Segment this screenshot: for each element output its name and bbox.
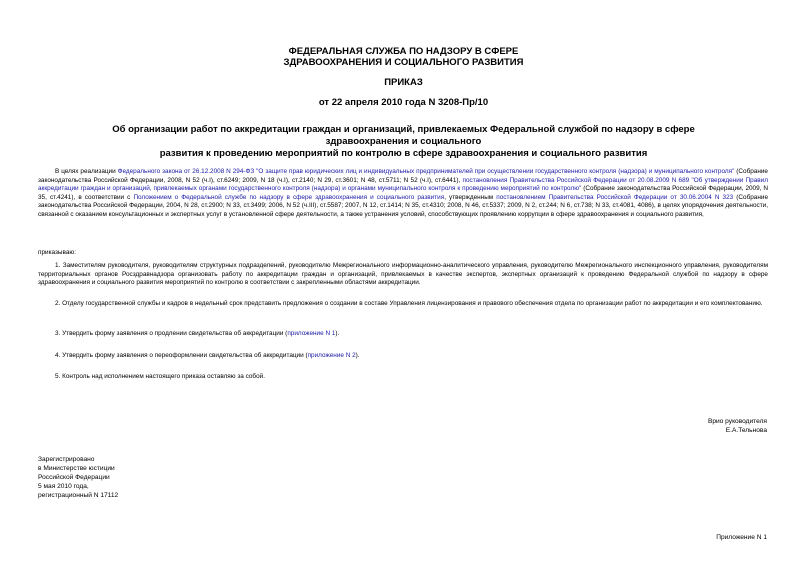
preamble-text-4: , утвержденным (444, 193, 497, 201)
item-1: 1. Заместителям руководителя, руководителям структурных подразделений, руководителю Межрегионального информационно-аналитического управления, руководителю Межрегионального инспекционного управления, руководителям территориальных органов Росздравнадзора организовать работу по аккредитации граждан и организаций, привлекаемых в качестве экспертов, экспертных организаций к проведению Федеральной службой по надзору в сфере здравоохранения и социального развития мероприятий по контролю в соответствии с закрепленными областями аккредитации. (38, 262, 768, 287)
appendix-1-link[interactable]: приложение N 1 (287, 330, 336, 337)
registration-line-5: регистрационный N 17112 (38, 492, 119, 499)
item-4 (38, 352, 768, 361)
doc-date-number: от 22 апреля 2010 года N 3208-Пр/10 (318, 97, 489, 108)
registration-block (38, 455, 118, 500)
signature-block (708, 417, 767, 435)
item-3-text: 3. Утвердить форму заявления о продлении свидетельства об аккредитации ( (55, 330, 288, 337)
registration-line-3: Российской Федерации (38, 474, 110, 481)
law-294-fz-link[interactable]: Федерального закона от 26.12.2008 N 294-ФЗ "О защите прав юридических лиц и индивидуальных предпринимателей при осуществлении государственного контроля (надзора) и муниципального контроля" (117, 168, 735, 175)
doc-title-line-1: Об организации работ по аккредитации граждан и организаций, привлекаемых Федеральной службой по надзору в сфере здравоохранения и социального (112, 124, 695, 147)
doc-title-line-2: развития к проведению мероприятий по контролю в сфере здравоохранения и социального развития (159, 148, 648, 159)
resolution-323-link[interactable]: постановлением Правительства Российской Федерации от 30.06.2004 N 323 (496, 193, 734, 201)
preamble-text-5: (Собрание законодательства Российской Федерации, 2004, N 28, ст.2900; N 33, ст.3499; 2006, N 52 (ч.III), ст.5587; 2007, N 12, ст.1414; N 35, ст.4310; 2008, N 46, ст.5337; 2009, N 2, ст.244; N 6, ст.738; N 33, ст.4081, 4086), в целях упорядочения деятельности, связанной с оказанием консультационных и экспертных услуг в установленной сфере деятельности, а также устранения условий, способствующих проявлению коррупции в сфере здравоохранения и социального развития, (38, 193, 768, 218)
preamble-text-1: В целях реализации (55, 168, 118, 175)
agency-name (0, 46, 807, 68)
item-5: 5. Контроль над исполнением настоящего приказа оставляю за собой. (55, 373, 265, 380)
registration-line-4: 5 мая 2010 года, (38, 483, 89, 490)
attachment-label: Приложение N 1 (716, 534, 767, 541)
item-2: 2. Отделу государственной службы и кадров в недельный срок представить предложения о создании в составе Управления лицензирования и правового обеспечения отдела по организации работ по аккредитации и его комплектованию. (55, 300, 763, 307)
signatory-name: Е.А.Тельнова (725, 427, 767, 434)
agency-line-2: ЗДРАВООХРАНЕНИЯ И СОЦИАЛЬНОГО РАЗВИТИЯ (283, 57, 524, 68)
item-3-end: ). (335, 330, 340, 337)
regulation-link[interactable]: Положением о Федеральной службе по надзору в сфере здравоохранения и социального развития (133, 193, 445, 201)
item-4-text: 4. Утвердить форму заявления о переоформлении свидетельства об аккредитации ( (55, 352, 308, 359)
registration-line-2: в Министерстве юстиции (38, 465, 115, 472)
doc-title (90, 124, 717, 160)
signatory-position: Врио руководителя (707, 418, 767, 425)
order-word: приказываю: (38, 249, 76, 256)
appendix-2-link[interactable]: приложение N 2 (307, 352, 356, 359)
preamble-text-3: (Собрание законодательства Российской Федерации, 2009, N 35, ст.4241), в соответствии с (38, 185, 768, 201)
preamble-text-2: (Собрание законодательства Российской Федерации, 2008, N 52 (ч.I), ст.6249; 2009, N 18 (ч.I), ст.2140; N 29, ст.3601; N 48, ст.5711; N 52 (ч.I), ст.6441), (38, 168, 768, 184)
doc-type: ПРИКАЗ (384, 77, 423, 88)
agency-line-1: ФЕДЕРАЛЬНАЯ СЛУЖБА ПО НАДЗОРУ В СФЕРЕ (288, 46, 519, 57)
item-4-end: ). (355, 352, 360, 359)
resolution-689-link[interactable]: постановления Правительства Российской Федерации от 20.08.2009 N 689 "Об утверждении Правил аккредитации граждан и организаций, привлекаемых органами государственного контроля (надзора) и органами муниципального контроля к проведению мероприятий по контролю" (38, 176, 768, 193)
preamble-paragraph (38, 168, 768, 220)
registration-line-1: Зарегистрировано (38, 456, 95, 463)
item-3 (38, 330, 768, 339)
